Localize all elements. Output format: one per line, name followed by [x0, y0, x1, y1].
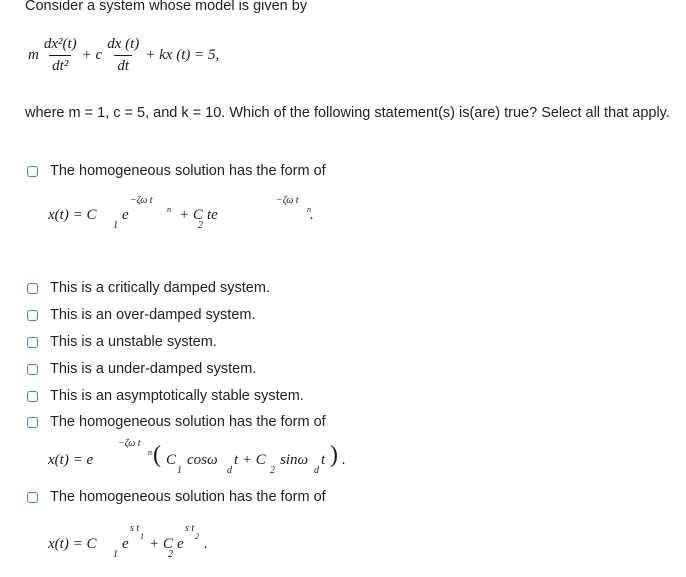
option-4-checkbox[interactable]	[27, 337, 38, 348]
f3-expsub1: 1	[140, 532, 144, 541]
f1-exp2: −ζω t	[276, 195, 299, 206]
eq-frac2-num: dx (t)	[107, 36, 140, 52]
f3-exp1: s t	[130, 523, 140, 534]
f2-c1sub: 1	[177, 465, 182, 476]
option-3-label: This is an over-damped system.	[50, 307, 256, 323]
option-6-checkbox[interactable]	[27, 391, 38, 402]
formula-3	[48, 522, 288, 564]
eq-m: m	[28, 47, 39, 63]
formula-2	[48, 438, 368, 480]
f3-end: .	[204, 536, 208, 552]
option-5-label: This is a under-damped system.	[50, 361, 257, 377]
f1-sub2: 2	[198, 220, 203, 231]
model-equation	[28, 36, 219, 75]
f2-open-paren: (	[153, 442, 161, 468]
f2-dsub1: d	[227, 465, 232, 476]
eq-fraction-first-derivative	[104, 36, 142, 75]
f2-c1: C	[166, 452, 177, 468]
f1-expsub1: n	[167, 205, 171, 214]
option-8-checkbox[interactable]	[27, 492, 38, 503]
f1-expsub2: n	[307, 205, 311, 214]
f3-e2: e	[177, 536, 184, 552]
question-where: where m = 1, c = 5, and k = 10. Which of the following statement(s) is(are) true? Select all that apply.	[25, 105, 670, 121]
option-1-checkbox[interactable]	[27, 166, 38, 177]
f2-expsub: n	[148, 448, 152, 457]
option-2-label: This is a critically damped system.	[50, 280, 270, 296]
option-5-checkbox[interactable]	[27, 364, 38, 375]
option-1-label: The homogeneous solution has the form of	[50, 163, 326, 179]
f2-lhs: x(t) = e	[48, 452, 94, 468]
eq-frac1-num: dx²(t)	[43, 36, 77, 52]
f1-end: .	[310, 207, 314, 223]
option-2-checkbox[interactable]	[27, 283, 38, 294]
f2-exp: −ζω t	[118, 438, 141, 449]
f2-dsub2: d	[314, 465, 319, 476]
f1-exp1: −ζω t	[130, 195, 153, 206]
f1-sub1: 1	[113, 220, 118, 231]
option-7-checkbox[interactable]	[27, 417, 38, 428]
f2-t2: t	[321, 452, 326, 468]
f2-end: .	[342, 452, 346, 468]
f3-exp2: s t	[185, 523, 195, 534]
option-8-label: The homogeneous solution has the form of	[50, 489, 326, 505]
eq-rest: + kx (t) = 5,	[145, 47, 220, 63]
f2-t1: t + C	[234, 452, 266, 468]
option-4-label: This is a unstable system.	[50, 334, 217, 350]
f3-sub1: 1	[113, 549, 118, 560]
f2-close-paren: )	[330, 442, 338, 468]
formula-1	[48, 195, 314, 235]
f3-sub2: 2	[168, 549, 173, 560]
f3-lhs: x(t) = C	[48, 536, 97, 552]
f3-e1: e	[122, 536, 129, 552]
f3-mid: + C	[149, 536, 173, 552]
f2-sin: sinω	[280, 452, 309, 468]
eq-plus-c: + c	[81, 47, 103, 63]
f1-e1: e	[122, 207, 129, 223]
f1-te: te	[207, 207, 218, 223]
f3-expsub2: 2	[195, 532, 199, 541]
eq-frac1-den: dt²	[49, 55, 71, 75]
question-intro: Consider a system whose model is given by	[25, 0, 308, 14]
f2-cos: cosω	[187, 452, 218, 468]
f2-c2sub: 2	[270, 465, 275, 476]
option-3-checkbox[interactable]	[27, 310, 38, 321]
option-7-label: The homogeneous solution has the form of	[50, 414, 326, 430]
option-6-label: This is an asymptotically stable system.	[50, 388, 304, 404]
f1-lhs: x(t) = C	[48, 207, 97, 223]
eq-frac2-den: dt	[114, 55, 132, 75]
f1-mid: + C	[179, 207, 203, 223]
eq-fraction-second-derivative	[41, 36, 80, 75]
